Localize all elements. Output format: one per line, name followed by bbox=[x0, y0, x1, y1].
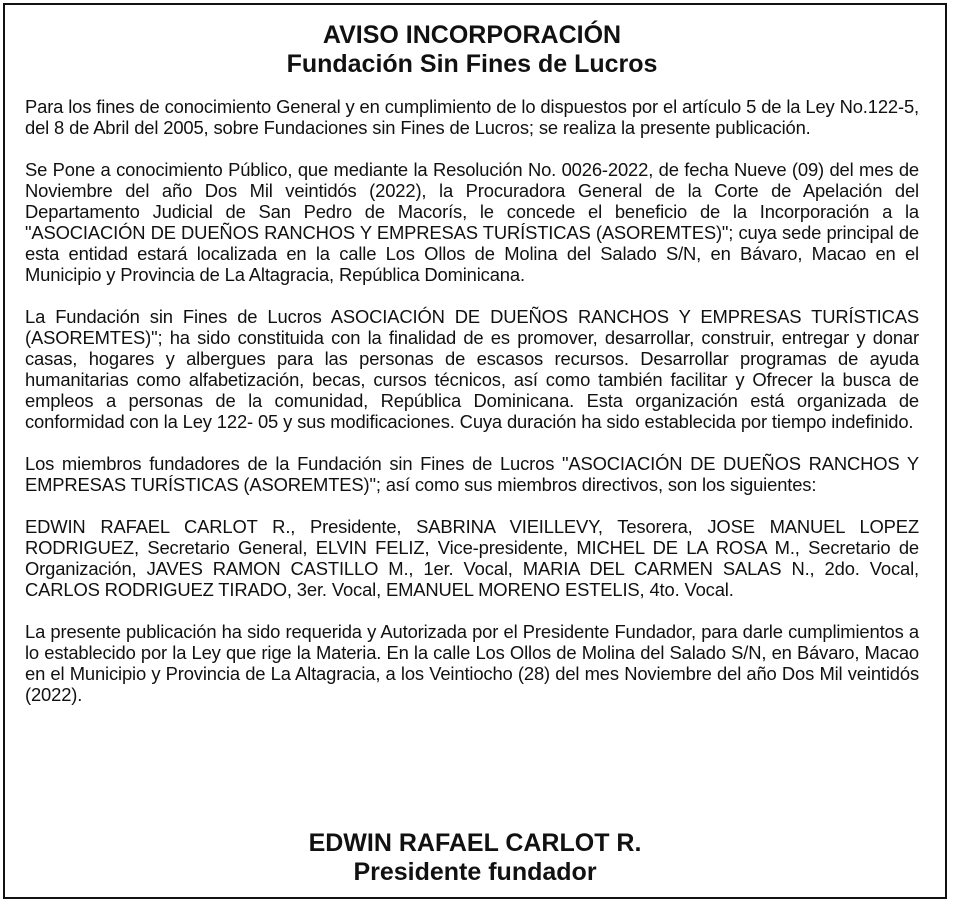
notice-subtitle: Fundación Sin Fines de Lucros bbox=[286, 50, 658, 78]
signature-role: Presidente fundador bbox=[353, 858, 597, 886]
paragraph-legal-basis: Para los fines de conocimiento General y en cumplimiento de lo dispuestos por el artículo 5 de la Ley No.122-5, del 8 de Abril del 2005, sobre Fundaciones sin Fines de Lucros; se realiza la presente publicación. bbox=[25, 96, 919, 138]
notice-body bbox=[25, 96, 919, 705]
paragraph-resolution: Se Pone a conocimiento Público, que mediante la Resolución No. 0026-2022, de fecha Nueve (09) del mes de Noviembre del año Dos Mil veintidós (2022), la Procuradora General de la Corte de Apelación del Departamento Judicial de San Pedro de Macorís, le concede el beneficio de la Incorporación a la "ASOCIACIÓN DE DUEÑOS RANCHOS Y EMPRESAS TURÍSTICAS (ASOREMTES)"; cuya sede principal de esta entidad estará localizada en la calle Los Ollos de Molina del Salado S/N, en Bávaro, Macao en el Municipio y Provincia de La Altagracia, República Dominicana. bbox=[25, 159, 919, 285]
signature-block bbox=[5, 829, 945, 887]
paragraph-authorization: La presente publicación ha sido requerida y Autorizada por el Presidente Fundador, para darle cumplimientos a lo establecido por la Ley que rige la Materia. En la calle Los Ollos de Molina del Salado S/N, en Bávaro, Macao en el Municipio y Provincia de La Altagracia, a los Veintiocho (28) del mes Noviembre del año Dos Mil veintidós (2022). bbox=[25, 621, 919, 705]
notice-title: AVISO INCORPORACIÓN bbox=[322, 21, 622, 49]
paragraph-members-list: EDWIN RAFAEL CARLOT R., Presidente, SABRINA VIEILLEVY, Tesorera, JOSE MANUEL LOPEZ RODRIGUEZ, Secretario General, ELVIN FELIZ, Vice-presidente, MICHEL DE LA ROSA M., Secretario de Organización, JAVES RAMON CASTILLO M., 1er. Vocal, MARIA DEL CARMEN SALAS N., 2do. Vocal, CARLOS RODRIGUEZ TIRADO, 3er. Vocal, EMANUEL MORENO ESTELIS, 4to. Vocal. bbox=[25, 516, 919, 600]
notice-frame bbox=[3, 3, 947, 899]
paragraph-members-intro: Los miembros fundadores de la Fundación sin Fines de Lucros "ASOCIACIÓN DE DUEÑOS RANCHOS Y EMPRESAS TURÍSTICAS (ASOREMTES)"; así como sus miembros directivos, son los siguientes: bbox=[25, 453, 919, 495]
paragraph-purpose: La Fundación sin Fines de Lucros ASOCIACIÓN DE DUEÑOS RANCHOS Y EMPRESAS TURÍSTICAS (ASOREMTES)"; ha sido constituida con la finalidad de es promover, desarrollar, construir, entregar y donar casas, hogares y albergues para las personas de escasos recursos. Desarrollar programas de ayuda humanitarias como alfabetización, becas, cursos técnicos, así como también facilitar y Ofrecer la busca de empleos a personas de la comunidad, República Dominicana. Esta organización está organizada de conformidad con la Ley 122- 05 y sus modificaciones. Cuya duración ha sido establecida por tiempo indefinido. bbox=[25, 306, 919, 432]
signature-name: EDWIN RAFAEL CARLOT R. bbox=[308, 829, 642, 857]
